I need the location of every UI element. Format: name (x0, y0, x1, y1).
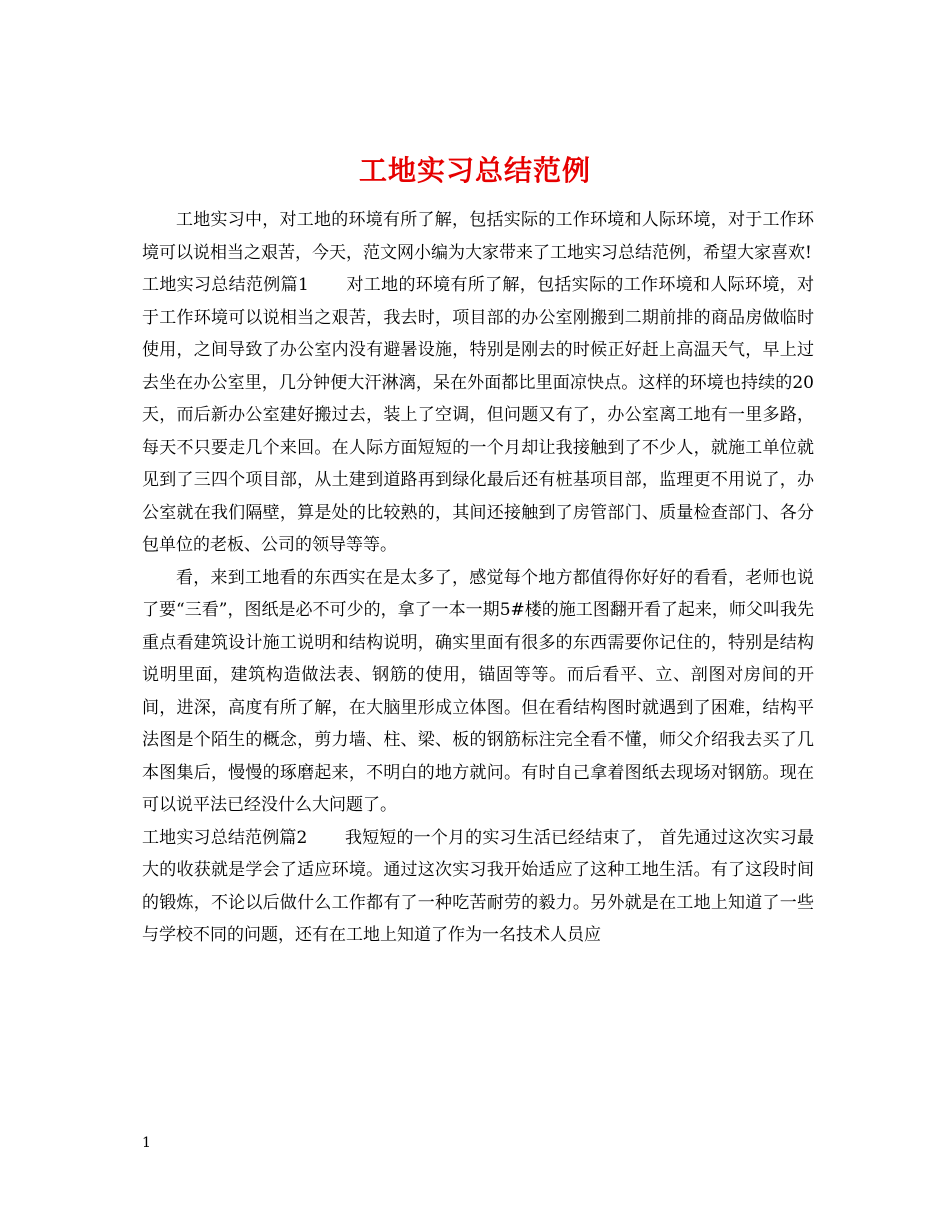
section-2-heading: 工地实习总结范例篇2 (142, 827, 308, 848)
intro-paragraph: 工地实习中，对工地的环境有所了解，包括实际的工作环境和人际环境，对于工作环境可以说相当之艰苦，今天，范文网小编为大家带来了工地实习总结范例，希望大家喜欢! (142, 210, 814, 263)
section-2-text: 我短短的一个月的实习生活已经结束了， 首先通过这次实习最大的收获就是学会了适应环境。通过这次实习我开始适应了这种工地生活。有了这段时间的锻炼，不论以后做什么工作都有了一种吃苦耐劳的毅力。另外就是在工地上知道了一些与学校不同的问题，还有在工地上知道了作为一名技术人员应 (142, 827, 814, 945)
document-title: 工地实习总结范例 (358, 153, 591, 187)
section-1-text: 对工地的环境有所了解，包括实际的工作环境和人际环境，对于工作环境可以说相当之艰苦，我去时，项目部的办公室刚搬到二期前排的商品房做临时使用，之间导致了办公室内没有避暑设施，特别是刚去的时候正好赶上高温天气，早上过去坐在办公室里，几分钟便大汗淋漓，呆在外面都比里面凉快点。这样的环境也持续的20天，而后新办公室建好搬过去，装上了空调，但问题又有了，办公室离工地有一里多路，每天不只要走几个来回。在人际方面短短的一个月却让我接触到了不少人，就施工单位就见到了三四个项目部，从土建到道路再到绿化最后还有桩基项目部，监理更不用说了，办公室就在我们隔壁，算是处的比较熟的，其间还接触到了房管部门、质量检查部门、各分包单位的老板、公司的领导等等。 (142, 275, 814, 555)
section-1-paragraph (142, 269, 814, 562)
document-body (142, 204, 814, 952)
page-number: 1 (142, 1135, 151, 1151)
section-1-heading: 工地实习总结范例篇1 (142, 275, 309, 295)
section-1-continuation: 看，来到工地看的东西实在是太多了，感觉每个地方都值得你好好的看看，老师也说了要“三看”，图纸是必不可少的，拿了一本一期5#楼的施工图翻开看了起来，师父叫我先重点看建筑设计施工说明和结构说明，确实里面有很多的东西需要你记住的，特别是结构说明里面，建筑构造做法表、钢筋的使用，锚固等等。而后看平、立、剖图对房间的开间，进深，高度有所了解，在大脑里形成立体图。但在看结构图时就遇到了困难，结构平法图是个陌生的概念，剪力墙、柱、梁、板的钢筋标注完全看不懂，师父介绍我去买了几本图集后，慢慢的琢磨起来，不明白的地方就问。有时自己拿着图纸去现场对钢筋。现在可以说平法已经没什么大问题了。 (142, 567, 814, 815)
section-2-paragraph (142, 822, 814, 952)
